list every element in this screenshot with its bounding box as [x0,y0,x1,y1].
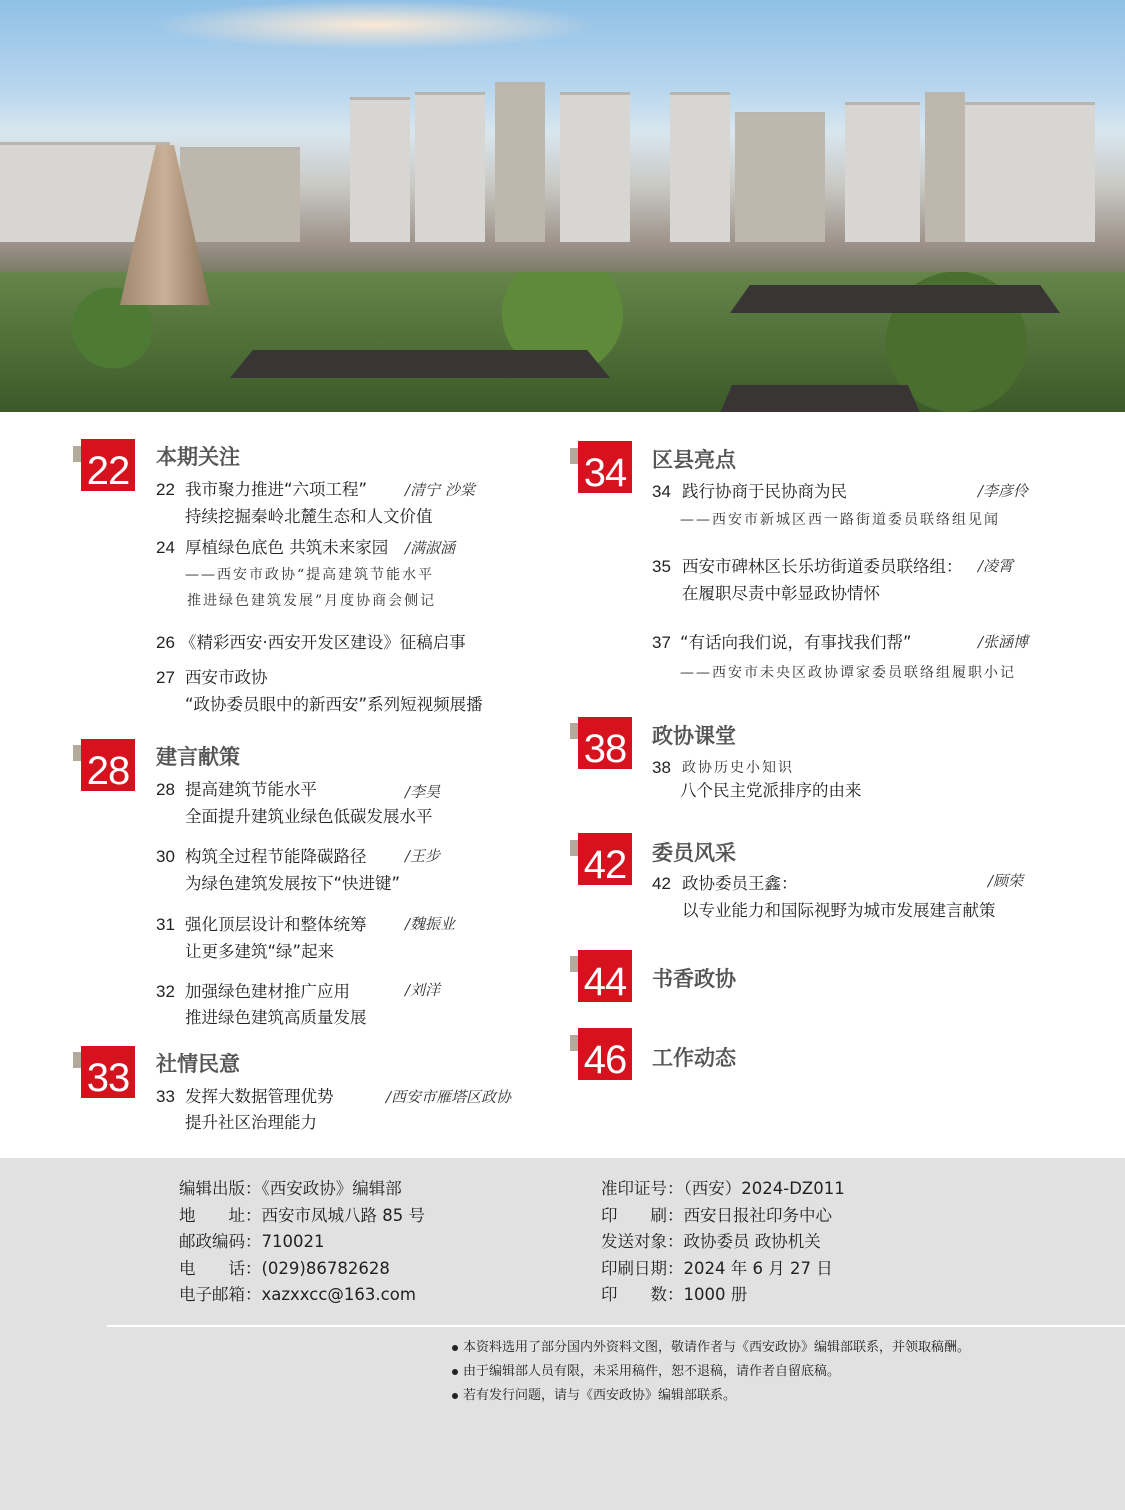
article-kicker: 政协历史小知识 [682,760,794,776]
article-subtitle: ——西安市新城区西一路街道委员联络组见闻 [680,512,1000,528]
article-author: /满淑涵 [405,539,456,557]
page-number: 37 [652,633,671,652]
imprint-row: 印 刷：西安日报社印务中心 [601,1206,832,1225]
article-title[interactable]: 持续挖掘秦岭北麓生态和人文价值 [185,507,433,526]
page-number: 22 [156,480,175,499]
article-title[interactable]: 我市聚力推进“六项工程” [185,480,368,499]
article-author: /刘洋 [405,981,441,999]
notice-item: 若有发行问题，请与《西安政协》编辑部联系。 [452,1385,736,1407]
section-badge: 34 [578,441,632,493]
section-badge: 42 [578,833,632,885]
imprint-footer [0,1158,1125,1510]
page-number: 38 [652,758,671,777]
imprint-row: 印刷日期：2024 年 6 月 27 日 [601,1259,833,1278]
page-number: 33 [156,1087,175,1106]
article-subtitle: ——西安市未央区政协谭家委员联络组履职小记 [680,665,1016,681]
article-author: /清宁 沙棠 [405,481,475,499]
page-number: 28 [156,780,175,799]
section-heading: 社情民意 [156,1052,240,1076]
imprint-row: 编辑出版：《西安政协》编辑部 [179,1179,402,1198]
article-title[interactable]: 加强绿色建材推广应用 [185,982,350,1001]
article-title[interactable]: 政协委员王鑫： [682,874,798,893]
article-title[interactable]: 强化顶层设计和整体统筹 [185,915,367,934]
article-title[interactable]: 提高建筑节能水平 [185,780,317,799]
imprint-row: 电 话：(029)86782628 [179,1259,390,1278]
article-author: /顾荣 [988,872,1024,890]
article-title[interactable]: 西安市政协 [185,668,268,687]
article-author: /西安市雁塔区政协 [386,1088,512,1106]
section-badge: 46 [578,1028,632,1080]
article-title[interactable]: 提升社区治理能力 [185,1113,317,1132]
page-number: 42 [652,874,671,893]
article-title[interactable]: “有话向我们说，有事找我们帮” [680,633,912,652]
bullet-icon [452,1393,458,1399]
cloud [150,0,600,50]
page-number: 35 [652,557,671,576]
article-author: /张涵博 [978,633,1029,651]
article-title[interactable]: 发挥大数据管理优势 [185,1087,334,1106]
page-number: 31 [156,915,175,934]
article-author: /凌霄 [978,557,1014,575]
imprint-row: 发送对象：政协委员 政协机关 [601,1232,821,1251]
divider [107,1325,1125,1327]
article-title[interactable]: 让更多建筑“绿”起来 [185,942,335,961]
article-title[interactable]: 《精彩西安·西安开发区建设》征稿启事 [180,633,466,652]
section-heading: 工作动态 [652,1046,736,1070]
section-badge: 38 [578,717,632,769]
section-heading: 区县亮点 [652,448,736,472]
page-number: 34 [652,482,671,501]
bullet-icon [452,1369,458,1375]
article-title[interactable]: 厚植绿色底色 共筑未来家园 [185,538,389,557]
article-author: /魏振业 [405,915,456,933]
article-author: /李彦伶 [978,482,1029,500]
article-author: /李昊 [405,783,441,801]
section-heading: 本期关注 [156,445,240,469]
imprint-row: 邮政编码：710021 [179,1232,325,1251]
page-number: 27 [156,668,175,687]
section-heading: 委员风采 [652,841,736,865]
section-badge: 33 [81,1046,135,1098]
page-number: 24 [156,538,175,557]
notice-item: 由于编辑部人员有限，未采用稿件，恕不退稿，请作者自留底稿。 [452,1361,840,1383]
section-heading: 政协课堂 [652,724,736,748]
page-number: 32 [156,982,175,1001]
article-title[interactable]: 构筑全过程节能降碳路径 [185,847,367,866]
notice-item: 本资料选用了部分国内外资料文图，敬请作者与《西安政协》编辑部联系，并领取稿酬。 [452,1337,970,1359]
article-subtitle: 推进绿色建筑发展”月度协商会侧记 [187,593,437,609]
article-subtitle: ——西安市政协“提高建筑节能水平 [185,567,435,583]
section-badge: 44 [578,950,632,1002]
cover-photo-xian-skyline [0,0,1125,412]
imprint-row: 地 址：西安市凤城八路 85 号 [179,1206,425,1225]
article-title[interactable]: 八个民主党派排序的由来 [680,781,862,800]
imprint-row[interactable]: 电子邮箱：xazxxcc@163.com [179,1285,416,1304]
imprint-row: 准印证号：（西安）2024-DZ011 [601,1179,845,1198]
article-title[interactable]: 全面提升建筑业绿色低碳发展水平 [185,807,433,826]
article-title[interactable]: 以专业能力和国际视野为城市发展建言献策 [682,901,996,920]
article-title[interactable]: 推进绿色建筑高质量发展 [185,1008,367,1027]
section-heading: 书香政协 [652,967,736,991]
article-title[interactable]: 为绿色建筑发展按下“快进键” [185,874,401,893]
bullet-icon [452,1345,458,1351]
page-number: 30 [156,847,175,866]
article-author: /王步 [405,847,441,865]
article-title[interactable]: “政协委员眼中的新西安”系列短视频展播 [185,695,483,714]
imprint-row: 印 数：1000 册 [601,1285,748,1304]
article-title[interactable]: 在履职尽责中彰显政协情怀 [682,584,880,603]
section-badge: 22 [81,439,135,491]
page-number: 26 [156,633,175,652]
section-badge: 28 [81,739,135,791]
article-title[interactable]: 西安市碑林区长乐坊街道委员联络组： [682,557,963,576]
article-title[interactable]: 践行协商于民协商为民 [682,482,847,501]
section-heading: 建言献策 [156,745,240,769]
